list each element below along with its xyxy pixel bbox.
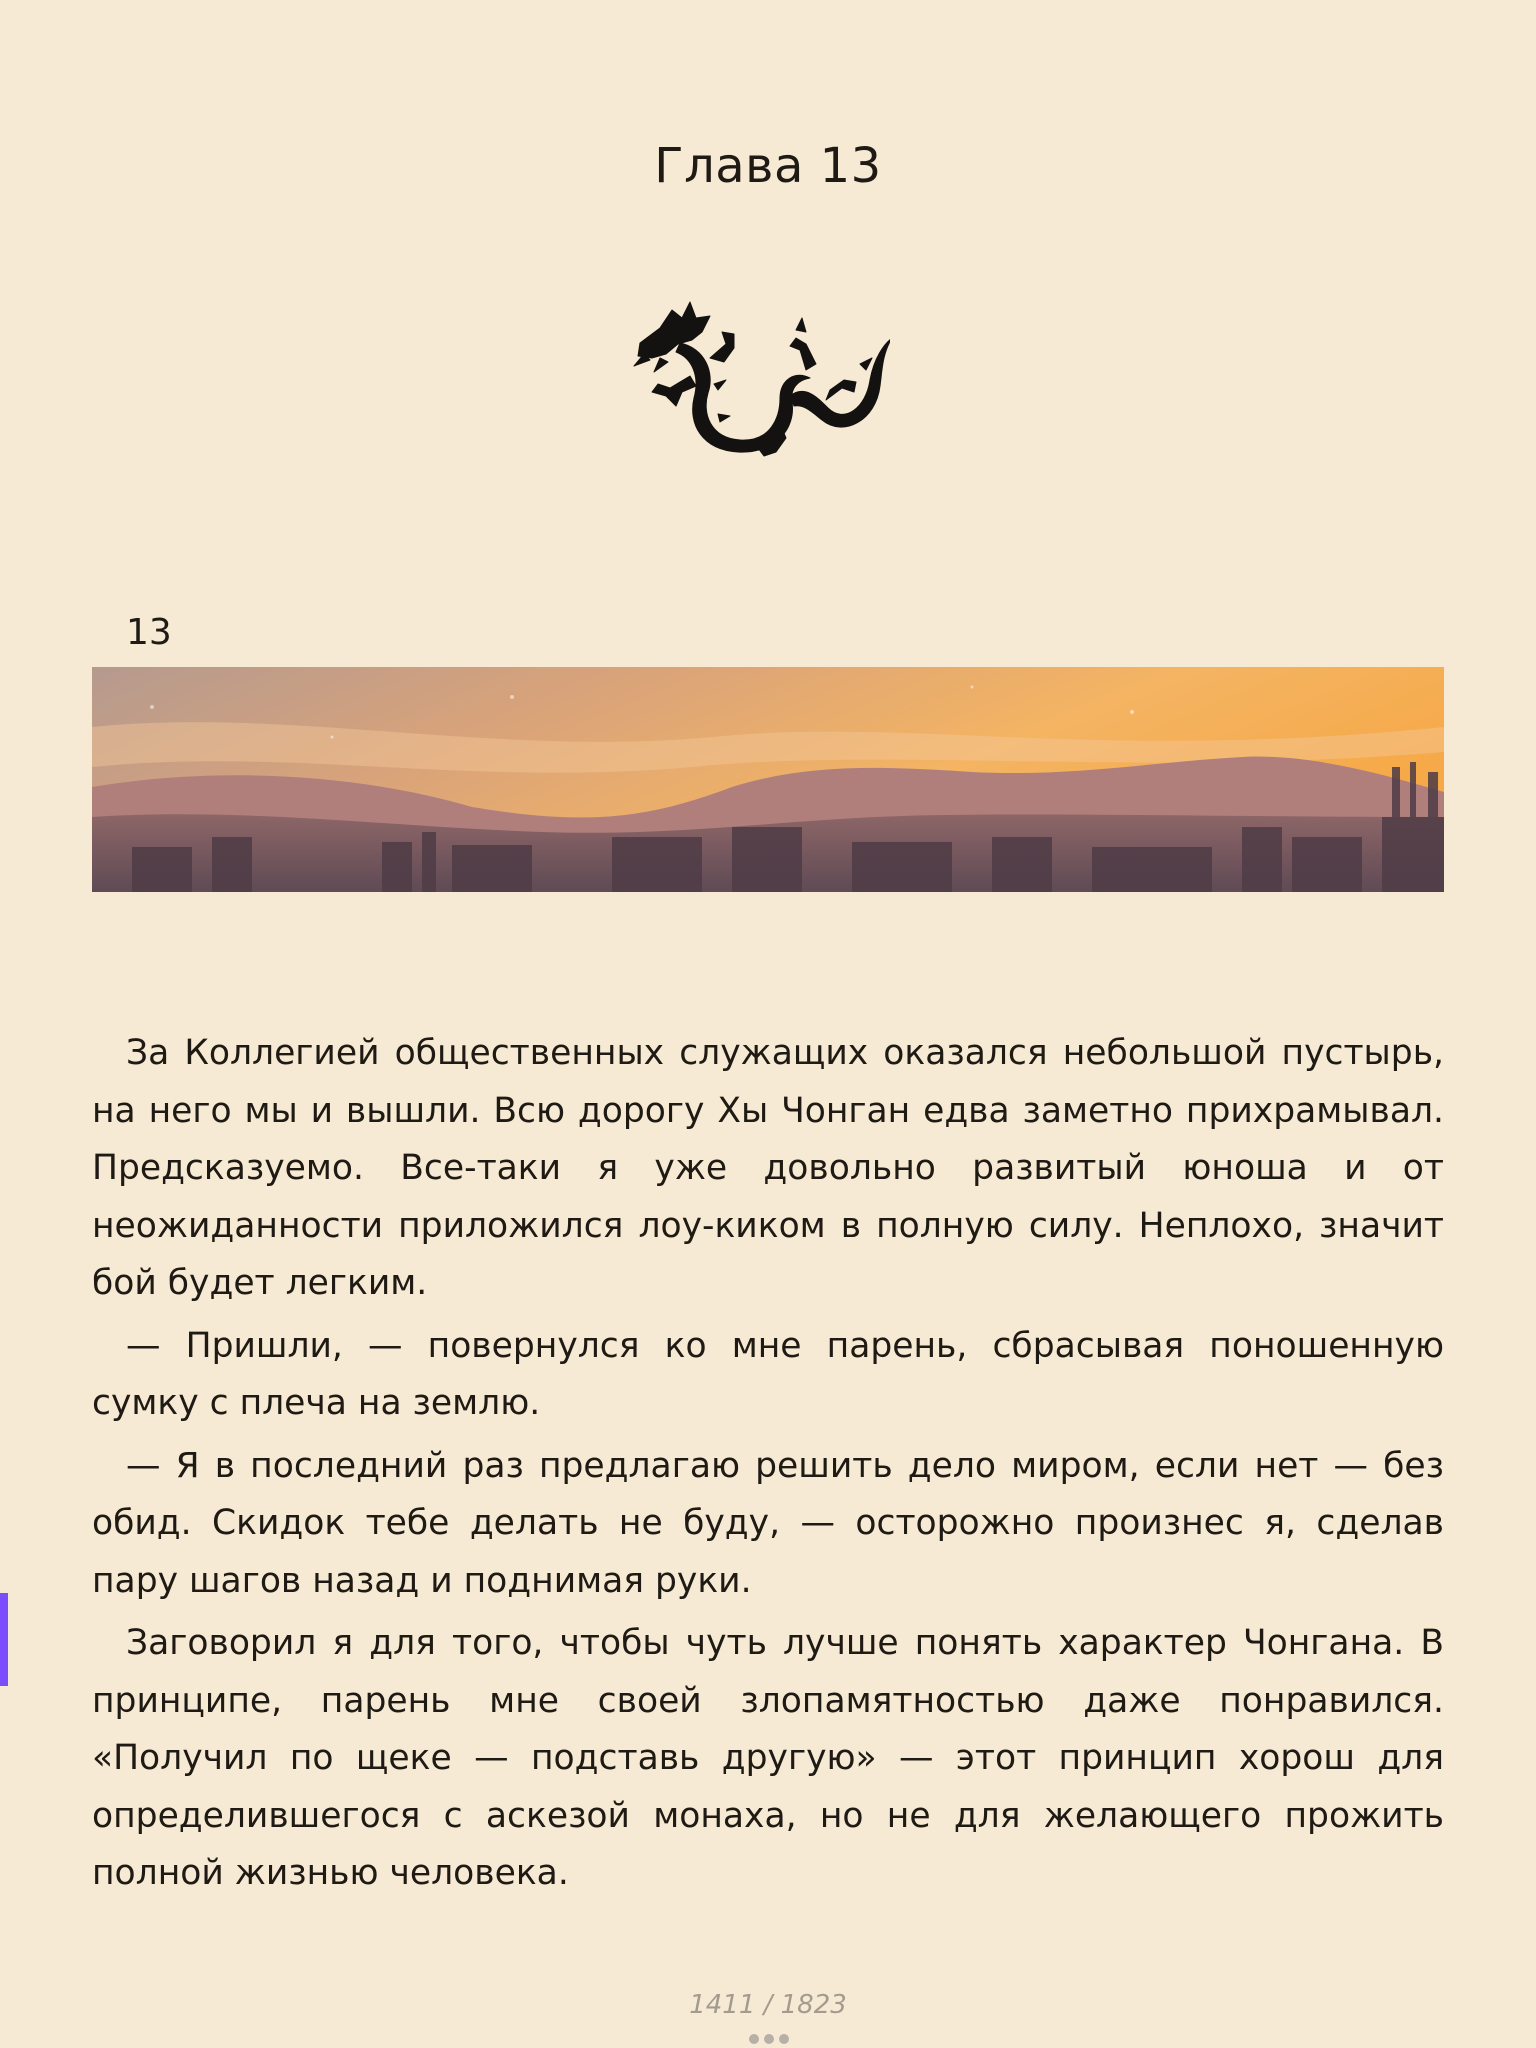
paragraph: — Я в последний раз предлагаю решить дело миром, если нет — без обид. Скидок тебе делать не буду, — осторожно произнес я, сделав пару шагов назад и поднимая руки. xyxy=(92,1445,1444,1601)
chapter-title: Глава 13 xyxy=(654,138,882,194)
paragraph: — Пришли, — повернулся ко мне парень, сбрасывая поношенную сумку с плеча на землю. xyxy=(92,1325,1444,1423)
paragraph: За Коллегией общественных служащих оказался небольшой пустырь, на него мы и вышли. Всю дорогу Хы Чонган едва заметно прихрамывал. Предсказуемо. Все-таки я уже довольно развитый юноша и от неожиданности приложился лоу-киком в полную силу. Неплохо, значит бой будет легким. xyxy=(92,1033,1444,1303)
dot xyxy=(779,2034,789,2044)
dragon-icon xyxy=(630,288,890,458)
page-counter: 1411 / 1823 xyxy=(689,1990,847,2020)
chapter-text[interactable] xyxy=(92,1025,1444,1908)
paragraph: Заговорил я для того, чтобы чуть лучше понять характер Чонгана. В принципе, парень мне своей злопамятностью даже понравился. «Получил по щеке — подставь другую» — этот принцип хорош для определившегося с аскезой монаха, но не для желающего прожить полной жизнью человека. xyxy=(92,1623,1444,1893)
dot xyxy=(764,2034,774,2044)
chapter-number: 13 xyxy=(126,612,172,653)
bookmark-indicator[interactable] xyxy=(0,1593,8,1686)
dot xyxy=(749,2034,759,2044)
chapter-banner-image xyxy=(92,667,1444,892)
more-dots-icon[interactable] xyxy=(749,2034,789,2044)
